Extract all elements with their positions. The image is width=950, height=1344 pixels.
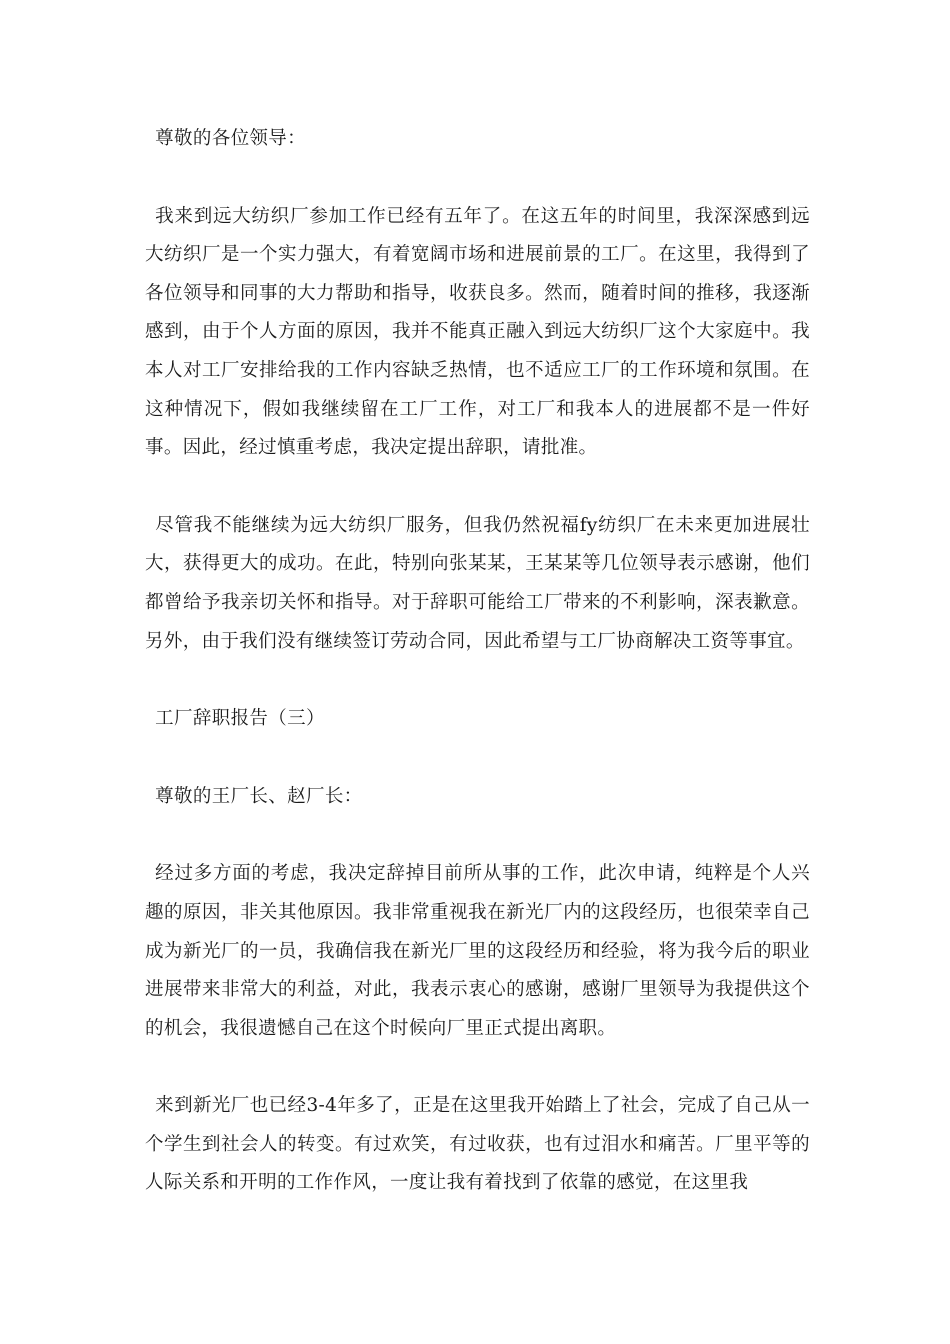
document-body [145, 120, 810, 1242]
body-paragraph: 尽管我不能继续为远大纺织厂服务，但我仍然祝福fy纺织厂在未来更加进展壮大，获得更大的成功。在此，特别向张某某，王某某等几位领导表示感谢，他们都曾给予我亲切关怀和指导。对于辞职可能给工厂带来的不利影响，深表歉意。另外，由于我们没有继续签订劳动合同，因此希望与工厂协商解决工资等事宜。 [145, 514, 810, 652]
body-paragraph: 来到新光厂也已经3-4年多了，正是在这里我开始踏上了社会，完成了自己从一个学生到社会人的转变。有过欢笑，有过收获，也有过泪水和痛苦。厂里平等的人际关系和开明的工作作风，一度让我有着找到了依靠的感觉，在这里我 [145, 1095, 810, 1194]
section-title: 工厂辞职报告（三） [155, 708, 325, 730]
salutation-paragraph: 尊敬的王厂长、赵厂长： [155, 785, 363, 807]
body-paragraph: 经过多方面的考虑，我决定辞掉目前所从事的工作，此次申请，纯粹是个人兴趣的原因，非关其他原因。我非常重视我在新光厂内的这段经历，也很荣幸自己成为新光厂的一员，我确信我在新光厂里的这段经历和经验，将为我今后的职业进展带来非常大的利益，对此，我表示衷心的感谢，感谢厂里领导为我提供这个的机会，我很遗憾自己在这个时候向厂里正式提出离职。 [145, 863, 810, 1039]
body-paragraph: 我来到远大纺织厂参加工作已经有五年了。在这五年的时间里，我深深感到远大纺织厂是一个实力强大，有着宽阔市场和进展前景的工厂。在这里，我得到了各位领导和同事的大力帮助和指导，收获良多。然而，随着时间的推移，我逐渐感到，由于个人方面的原因，我并不能真正融入到远大纺织厂这个大家庭中。我本人对工厂安排给我的工作内容缺乏热情，也不适应工厂的工作环境和氛围。在这种情况下，假如我继续留在工厂工作，对工厂和我本人的进展都不是一件好事。因此，经过慎重考虑，我决定提出辞职，请批准。 [145, 205, 810, 459]
salutation-paragraph: 尊敬的各位领导： [155, 128, 306, 149]
